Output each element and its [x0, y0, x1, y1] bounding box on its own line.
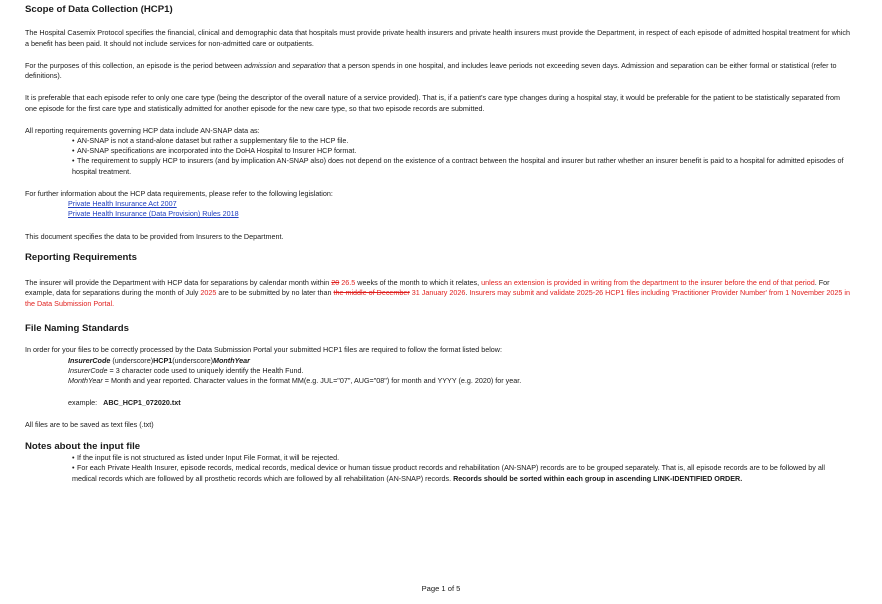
- paragraph-episode: For the purposes of this collection, an episode is the period between admission and separation that a person spends in one hospital, and includes leave periods not exceeding seven days. Admission and separation can be either formal or statistical (refer to definitions).: [25, 60, 837, 81]
- link-phi-rules-2018[interactable]: Private Health Insurance (Data Provision) Rules 2018: [68, 209, 239, 219]
- month-year-definition: MonthYear = Month and year reported. Character values in the format MM(e.g. JUL="07", AUG="08") for month and YYYY (e.g. 2020) for year.: [68, 376, 522, 385]
- term-admission: admission: [243, 60, 277, 70]
- file-format-pattern: InsurerCode (underscore)HCP1(underscore)MonthYear: [68, 355, 250, 365]
- section-title-notes: Notes about the input file: [25, 440, 141, 452]
- paragraph-care-type: It is preferable that each episode refer to only one care type (being the descriptor of the overall nature of a service provided). That is, if a patient's care type changes during a hospital stay, it would be preferable for the patient to be statistically separated from one episode for the first care type and statistically admitted for another episode for the new care type, so that two episode records are submitted.: [25, 93, 840, 113]
- new-weeks: 26.5: [339, 278, 356, 288]
- paragraph-reporting-requirements: The insurer will provide the Department with HCP data for separations by calendar month within 20 26.5 weeks of the month to which it relates, unless an extension is provided in writing from the department to the insurer before the end of that period. For example, data for separations during the month of July 2025 are to be submitted by no later than the middle of December 31 January 2026. Insurers may submit and validate 2025-26 HCP1 files including 'Practitioner Provider Number' from 1 November 2025 in the Data Submission Portal.: [25, 278, 851, 308]
- list-item: • If the input file is not structured as listed under Input File Format, it will be rejected.: [72, 453, 340, 463]
- extension-clause: unless an extension is provided in writing from the department to the insurer before the end of that period: [481, 278, 815, 288]
- paragraph-further-info: For further information about the HCP data requirements, please refer to the following legislation:: [25, 188, 333, 198]
- link-phi-act-2007[interactable]: Private Health Insurance Act 2007: [68, 199, 177, 209]
- list-item: • For each Private Health Insurer, episode records, medical records, medical device or human tissue product records and rehabilitation (AN-SNAP) records are to be grouped separately. That is, all episode records are to be followed by all medical records which are followed by all prosthetic records which are followed by all rehabilitation (AN-SNAP) records. Records should be sorted within each group in ascending LINK-IDENTIFIED ORDER.: [72, 463, 826, 483]
- practitioner-note: Insurers may submit and validate 2025-26 HCP1 files including 'Practitioner Provider Number' from 1 November 2025 in the Data Submission Portal.: [25, 288, 851, 308]
- legislation-links: [25, 199, 851, 219]
- list-item: • The requirement to supply HCP to insurers (and by implication AN-SNAP also) does not depend on the existence of a contract between the hospital and insurer but rather whether an insurer benefit is paid to a hospital for admitted episodes of hospital treatment.: [72, 156, 844, 176]
- section-title-reporting: Reporting Requirements: [25, 251, 137, 263]
- section-title-file-naming: File Naming Standards: [25, 322, 129, 334]
- document-content: [25, 4, 851, 484]
- section-title-scope: Scope of Data Collection (HCP1): [25, 4, 173, 15]
- paragraph-scope: The Hospital Casemix Protocol specifies the financial, clinical and demographic data that hospitals must provide private health insurers and private health insurers must provide the Department, in respect of each episode of admitted hospital treatment for which a benefit has been paid. It should not include services for non-admitted care or outpatients.: [25, 28, 850, 48]
- file-format-block: [25, 356, 851, 409]
- insurer-code-definition: InsurerCode = 3 character code used to uniquely identify the Health Fund.: [68, 365, 304, 375]
- reporting-bullet-list: [25, 136, 851, 177]
- paragraph-reporting-intro: All reporting requirements governing HCP data include AN-SNAP data as:: [25, 125, 260, 135]
- page-number: Page 1 of 5: [421, 584, 461, 593]
- paragraph-all-files: All files are to be saved as text files (.txt): [25, 420, 154, 430]
- year-highlight: 2025: [200, 288, 217, 298]
- struck-date: the middle of December: [333, 288, 410, 298]
- paragraph-document-specifies: This document specifies the data to be provided from Insurers to the Department.: [25, 231, 284, 241]
- list-item: • AN-SNAP specifications are incorporated into the DoHA Hospital to Insurer HCP format.: [72, 146, 357, 156]
- struck-weeks: 20: [331, 278, 340, 288]
- list-item: • AN-SNAP is not a stand-alone dataset but rather a supplementary file to the HCP file.: [72, 136, 349, 145]
- file-name-example: example: ABC_HCP1_072020.txt: [68, 398, 181, 408]
- new-date: 31 January 2026: [409, 288, 466, 298]
- paragraph-file-intro: In order for your files to be correctly processed by the Data Submission Portal your submitted HCP1 files are required to follow the format listed below:: [25, 345, 502, 355]
- notes-bullet-list: [25, 453, 851, 484]
- term-separation: separation: [292, 60, 326, 70]
